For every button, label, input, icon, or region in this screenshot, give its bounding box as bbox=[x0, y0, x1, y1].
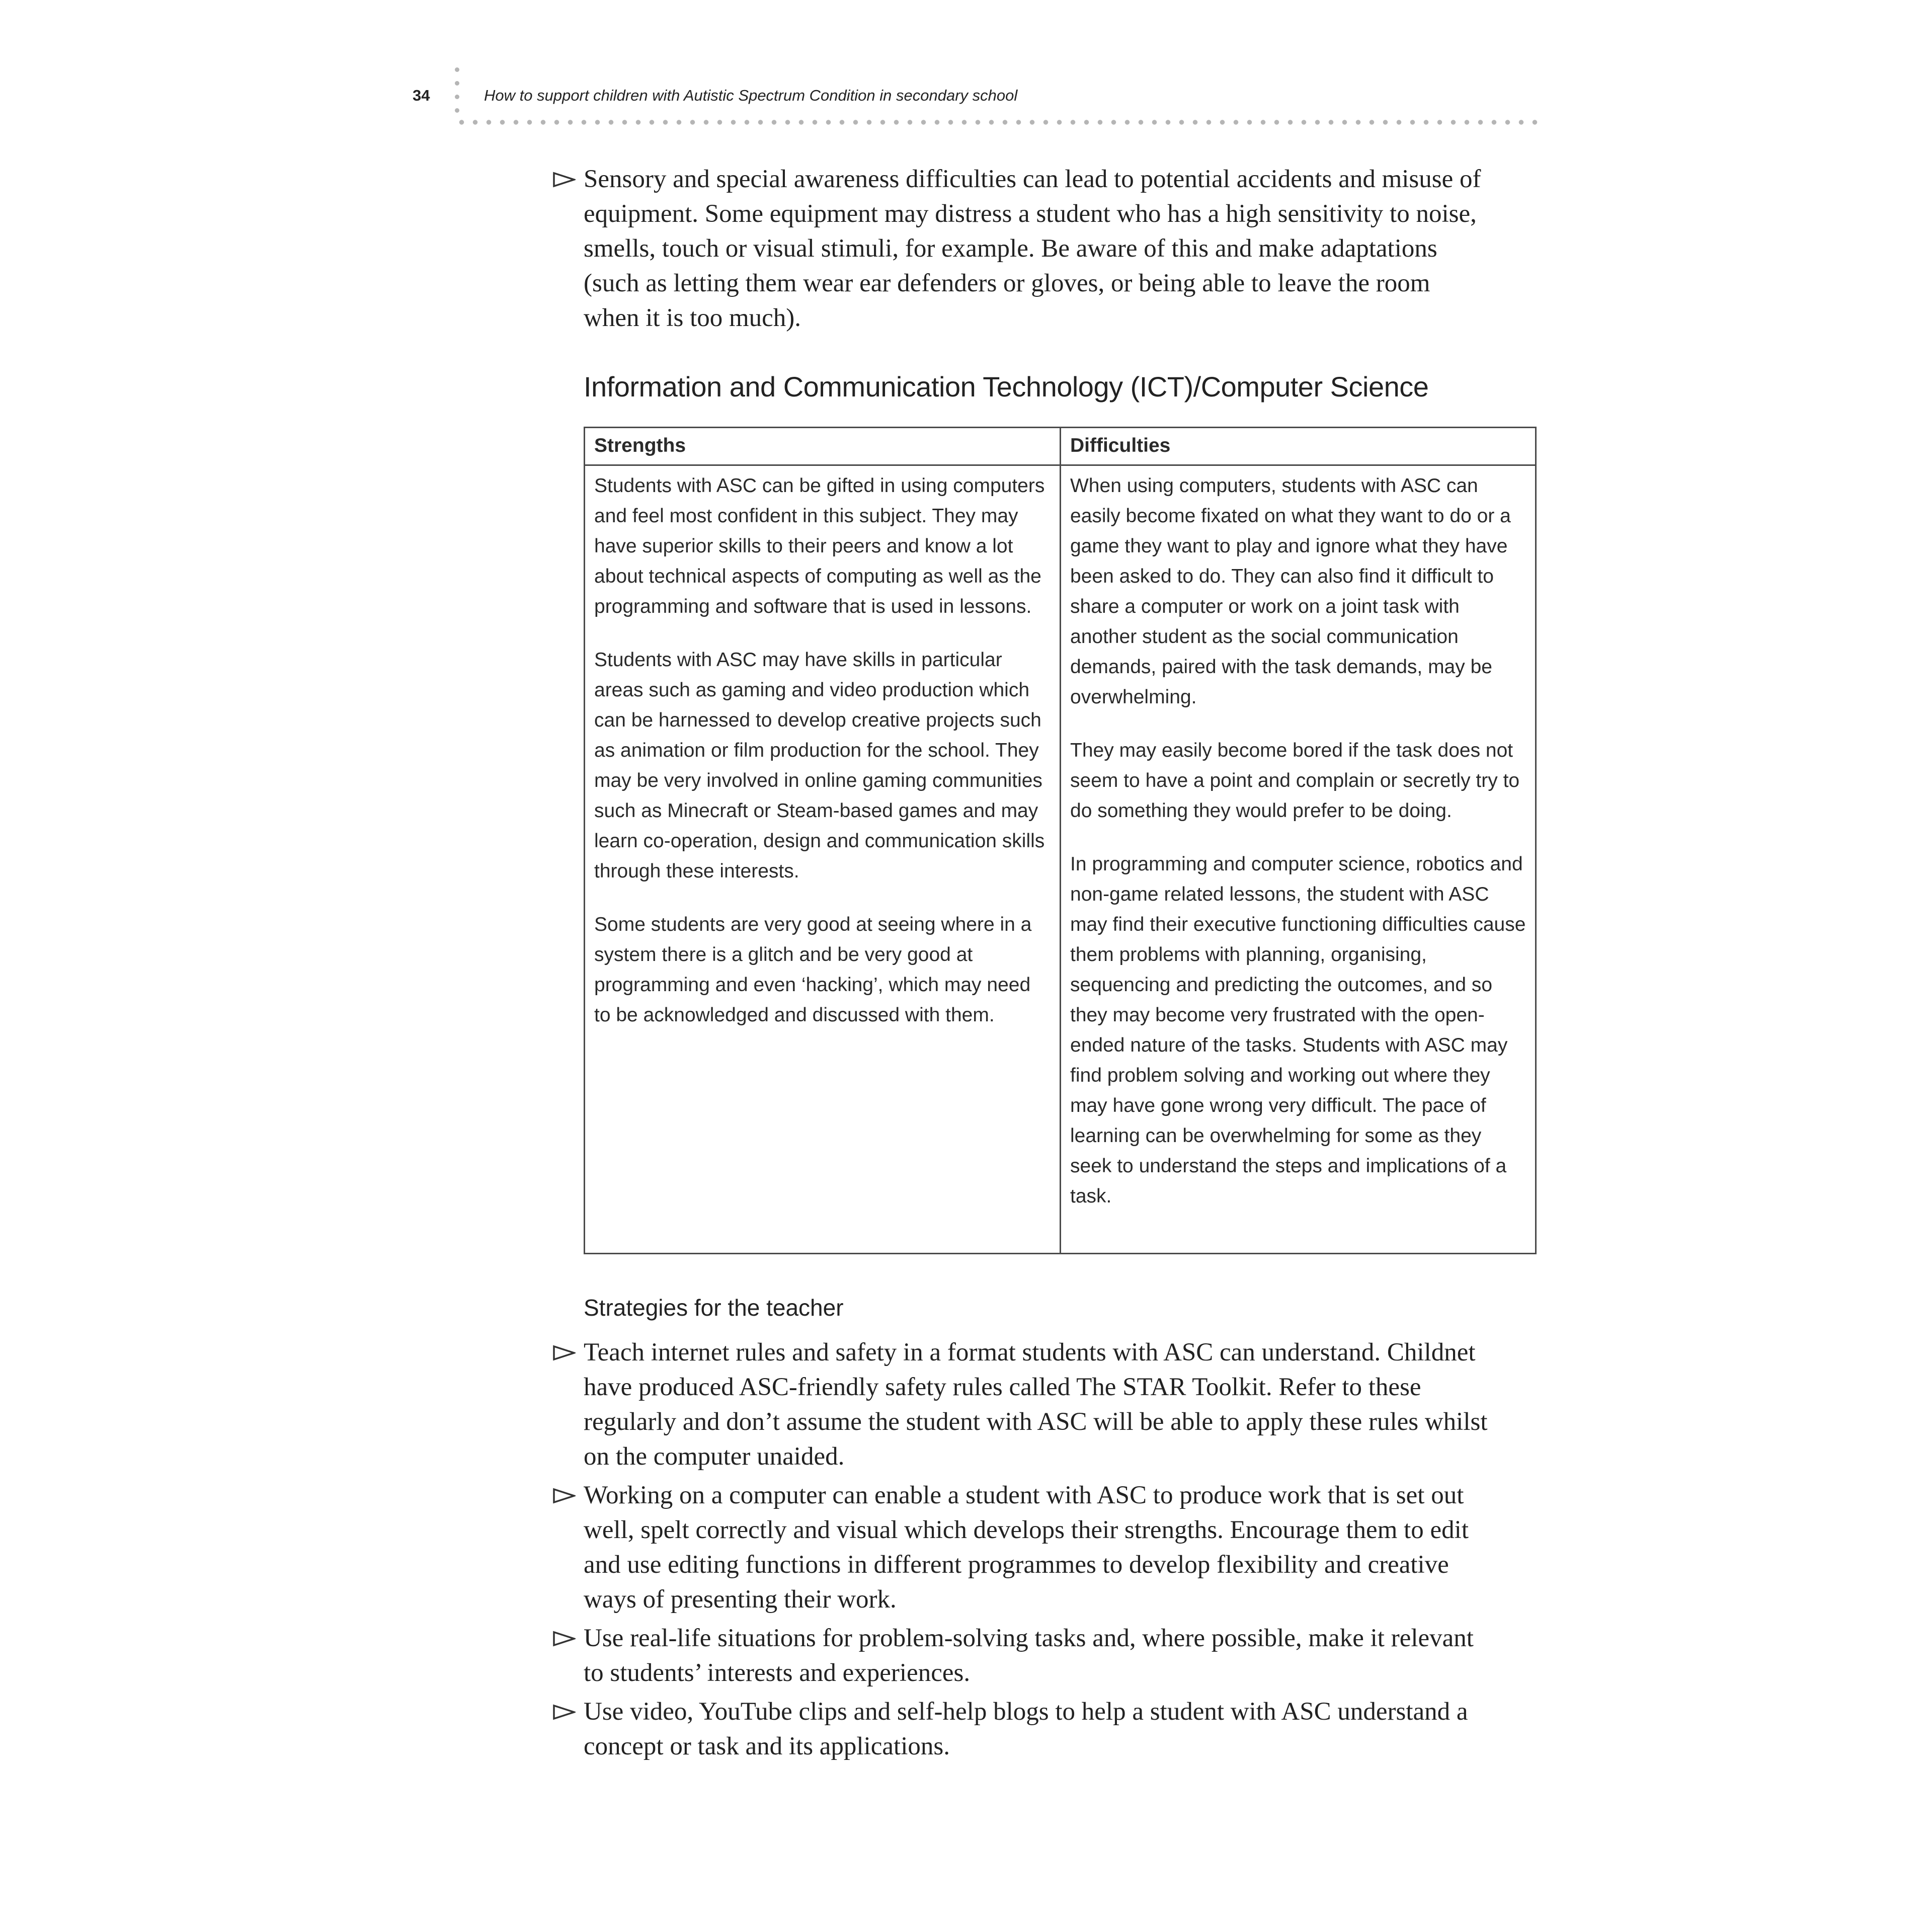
list-item bbox=[552, 162, 1488, 336]
column-header-strengths: Strengths bbox=[585, 428, 1061, 465]
list-item bbox=[552, 1621, 1488, 1691]
strategies-heading: Strategies for the teacher bbox=[584, 1295, 844, 1321]
list-item bbox=[552, 1478, 1488, 1617]
bullet-text: Sensory and special awareness difficulties can lead to potential accidents and misuse of equipment. Some equipment may distress a student who has a high sensitivity to noise, smells, touch or visual stimuli, for example. Be aware of this and make adaptations (such as letting them wear ear defenders or gloves, or being able to leave the room when it is too much). bbox=[584, 165, 1481, 332]
table-header-row bbox=[585, 428, 1536, 465]
bullet-text: Teach internet rules and safety in a format students with ASC can understand. Childnet have produced ASC-friendly safety rules called The STAR Toolkit. Refer to these regularly and don’t assume the student with ASC will be able to apply these rules whilst on the computer unaided. bbox=[584, 1338, 1488, 1471]
bullet-text: Use real-life situations for problem-solving tasks and, where possible, make it relevant to students’ interests and experiences. bbox=[584, 1624, 1474, 1687]
arrow-bullet-icon bbox=[552, 1704, 576, 1720]
strengths-paragraph: Students with ASC may have skills in particular areas such as gaming and video production which can be harnessed to develop creative projects such as animation or film production for the school. They may be very involved in online gaming communities such as Minecraft or Steam-based games and may learn co-operation, design and communication skills through these interests. bbox=[594, 649, 1045, 882]
difficulties-paragraph: In programming and computer science, robotics and non-game related lessons, the student with ASC may find their executive functioning difficulties cause them problems with planning, organising, sequencing and predicting the outcomes, and so they may become very frustrated with the open-ended nature of the tasks. Students with ASC may find problem solving and working out where they may have gone wrong very difficult. The pace of learning can be overwhelming for some as they seek to understand the steps and implications of a task. bbox=[1070, 853, 1526, 1207]
arrow-bullet-icon bbox=[552, 1345, 576, 1361]
bullet-text: Working on a computer can enable a student with ASC to produce work that is set out well, spelt correctly and visual which develops their strengths. Encourage them to edit and use editing functions in different programmes to develop flexibility and creative ways of presenting their work. bbox=[584, 1481, 1469, 1614]
running-title: How to support children with Autistic Spectrum Condition in secondary school bbox=[484, 87, 1018, 104]
list-item bbox=[552, 1335, 1488, 1474]
table-row bbox=[585, 465, 1536, 1254]
section-heading: Information and Communication Technology (ICT)/Computer Science bbox=[584, 371, 1429, 403]
difficulties-cell bbox=[1061, 465, 1536, 1254]
strategy-bullet-list bbox=[552, 1335, 1488, 1764]
ict-table bbox=[584, 427, 1537, 1254]
bullet-text: Use video, YouTube clips and self-help blogs to help a student with ASC understand a concept or task and its applications. bbox=[584, 1698, 1468, 1760]
header-dotted-rule bbox=[455, 120, 1542, 125]
page-number: 34 bbox=[413, 87, 430, 104]
arrow-bullet-icon bbox=[552, 1488, 576, 1504]
column-header-difficulties: Difficulties bbox=[1061, 428, 1536, 465]
header-vertical-dots bbox=[455, 67, 463, 113]
list-item bbox=[552, 1695, 1488, 1764]
difficulties-paragraph: When using computers, students with ASC can easily become fixated on what they want to do or a game they want to play and ignore what they have been asked to do. They can also find it difficult to share a computer or work on a joint task with another student as the social communication demands, paired with the task demands, may be overwhelming. bbox=[1070, 475, 1511, 708]
strengths-paragraph: Some students are very good at seeing where in a system there is a glitch and be very good at programming and even ‘hacking’, which may need to be acknowledged and discussed with them. bbox=[594, 914, 1032, 1026]
strengths-paragraph: Students with ASC can be gifted in using computers and feel most confident in this subject. They may have superior skills to their peers and know a lot about technical aspects of computing as well as the programming and software that is used in lessons. bbox=[594, 475, 1045, 617]
strengths-cell bbox=[585, 465, 1061, 1254]
intro-bullet-list bbox=[552, 162, 1488, 336]
difficulties-paragraph: They may easily become bored if the task does not seem to have a point and complain or secretly try to do something they would prefer to be doing. bbox=[1070, 740, 1520, 822]
arrow-bullet-icon bbox=[552, 1631, 576, 1647]
arrow-bullet-icon bbox=[552, 172, 576, 188]
